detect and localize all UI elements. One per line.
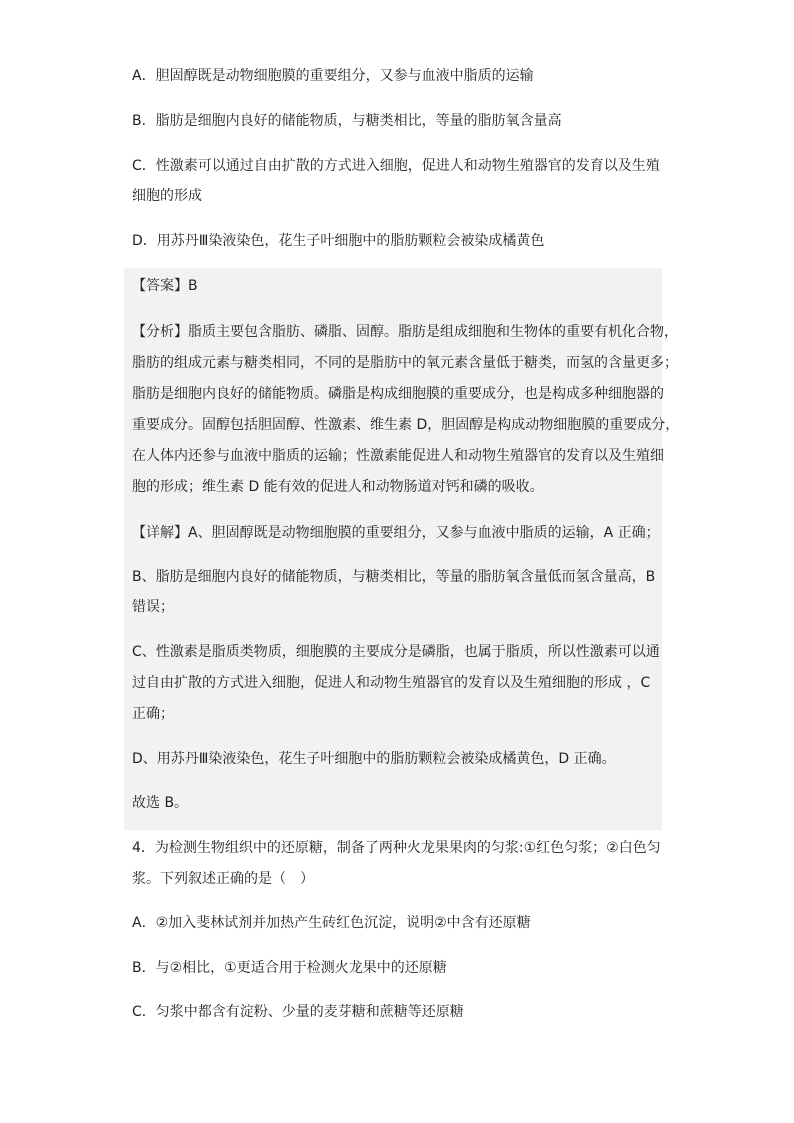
analysis-line-2: 脂肪的组成元素与糖类相同，不同的是脂肪中的氧元素含量低于糖类，而氢的含量更多； — [132, 355, 678, 371]
question-4-stem-line2: 浆。下列叙述正确的是（ ） — [132, 871, 314, 887]
option-c-line2: 细胞的形成 — [132, 188, 202, 204]
detail-c-line3: 正确； — [132, 706, 174, 722]
analysis-line-6: 胞的形成；维生素 D 能有效的促进人和动物肠道对钙和磷的吸收。 — [132, 479, 544, 495]
analysis-line-4: 重要成分。固醇包括胆固醇、性激素、维生素 D，胆固醇是构成动物细胞膜的重要成分， — [132, 417, 680, 433]
detail-b-line1: B、脂肪是细胞内良好的储能物质，与糖类相比，等量的脂肪氧含量低而氢含量高，B — [132, 569, 656, 585]
question-4-option-b: B．与②相比，①更适合用于检测火龙果中的还原糖 — [132, 960, 447, 976]
option-a: A．胆固醇既是动物细胞膜的重要组分，又参与血液中脂质的运输 — [132, 68, 534, 84]
option-c-line1: C．性激素可以通过自由扩散的方式进入细胞，促进人和动物生殖器官的发育以及生殖 — [132, 158, 660, 174]
question-4-option-a: A．②加入斐林试剂并加热产生砖红色沉淀，说明②中含有还原糖 — [132, 915, 531, 931]
option-d: D．用苏丹Ⅲ染液染色，花生子叶细胞中的脂肪颗粒会被染成橘黄色 — [132, 233, 545, 249]
question-4-option-c: C．匀浆中都含有淀粉、少量的麦芽糖和蔗糖等还原糖 — [132, 1004, 464, 1020]
answer-line: 【答案】B — [132, 278, 198, 294]
detail-d: D、用苏丹Ⅲ染液染色，花生子叶细胞中的脂肪颗粒会被染成橘黄色，D 正确。 — [132, 751, 616, 767]
question-4-stem-line1: 4．为检测生物组织中的还原糖，制备了两种火龙果果肉的匀浆:①红色匀浆；②白色匀 — [132, 840, 661, 856]
detail-c-line2: 过自由扩散的方式进入细胞，促进人和动物生殖器官的发育以及生殖细胞的形成 ，C — [132, 675, 651, 691]
option-b: B．脂肪是细胞内良好的储能物质，与糖类相比，等量的脂肪氧含量高 — [132, 113, 562, 129]
detail-b-line2: 错误； — [132, 599, 174, 615]
analysis-line-5: 在人体内还参与血液中脂质的运输；性激素能促进人和动物生殖器官的发育以及生殖细 — [132, 448, 664, 464]
detail-c-line1: C、性激素是脂质类物质，细胞膜的主要成分是磷脂，也属于脂质，所以性激素可以通 — [132, 644, 660, 660]
conclusion: 故选 B。 — [132, 795, 189, 811]
detail-a: 【详解】A、胆固醇既是动物细胞膜的重要组分，又参与血液中脂质的运输，A 正确； — [132, 525, 660, 541]
analysis-line-1: 【分析】脂质主要包含脂肪、磷脂、固醇。脂肪是组成细胞和生物体的重要有机化合物， — [132, 324, 678, 340]
answer-explanation-box — [124, 268, 680, 830]
analysis-line-3: 脂肪是细胞内良好的储能物质。磷脂是构成细胞膜的重要成分，也是构成多种细胞器的 — [132, 386, 664, 402]
